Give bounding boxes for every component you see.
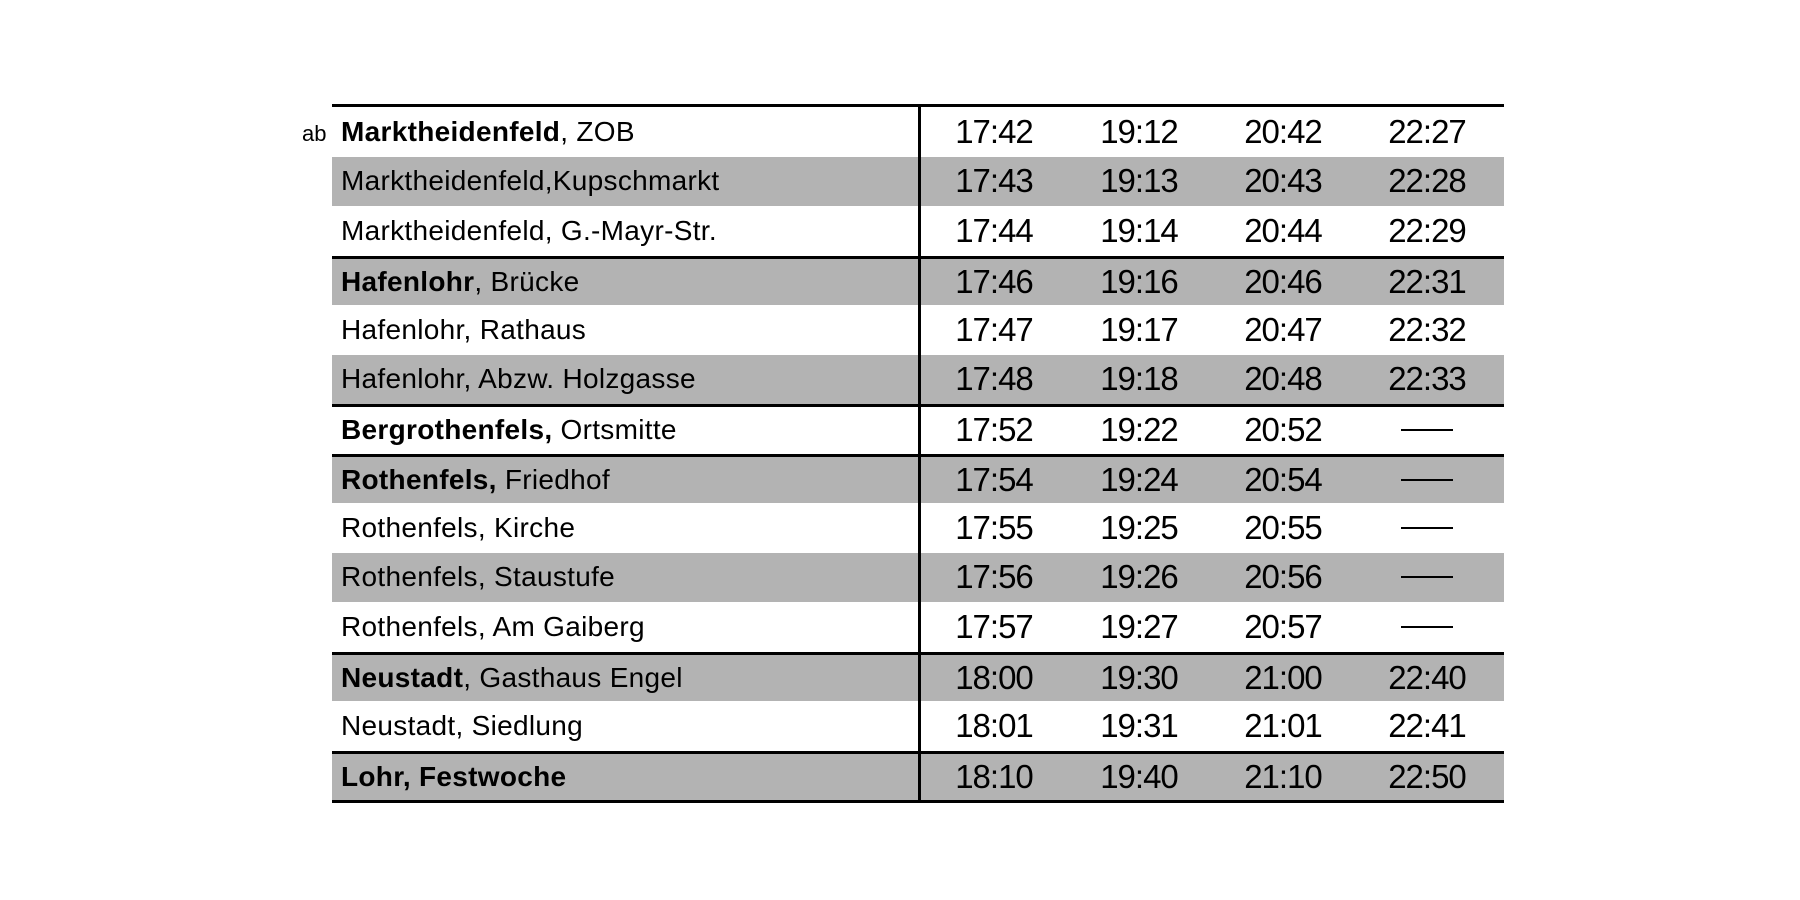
- stop-name: [332, 553, 921, 603]
- departure-time: 20:54: [1244, 460, 1322, 498]
- stop-name: [332, 701, 921, 751]
- stop-name-rest: Rothenfels, Staustufe: [341, 561, 616, 593]
- timetable-row: [332, 751, 1504, 801]
- departure-times: [921, 701, 1504, 751]
- stop-name-rest: Marktheidenfeld,Kupschmarkt: [341, 165, 720, 197]
- timetable-row: [332, 503, 1504, 553]
- departure-time: 19:24: [1100, 460, 1178, 498]
- departure-times: [921, 206, 1504, 256]
- stop-name-rest: , Gasthaus Engel: [463, 661, 683, 693]
- departure-time: 19:40: [1100, 757, 1178, 795]
- departure-time: 20:47: [1244, 310, 1322, 348]
- stop-name-rest: Marktheidenfeld, G.-Mayr-Str.: [341, 214, 717, 246]
- departure-time: 22:27: [1388, 112, 1466, 150]
- departure-time: 17:42: [955, 112, 1033, 150]
- departure-time: 20:44: [1244, 211, 1322, 249]
- stop-name-rest: Ortsmitte: [552, 414, 677, 446]
- departure-time: 19:25: [1100, 508, 1178, 546]
- departure-times: [921, 259, 1504, 306]
- stop-name-rest: Hafenlohr, Abzw. Holzgasse: [341, 363, 696, 395]
- timetable-row: [332, 652, 1504, 702]
- departure-time: 17:52: [955, 411, 1033, 449]
- departure-time: 17:54: [955, 460, 1033, 498]
- departure-time: 17:46: [955, 262, 1033, 300]
- timetable-row: [332, 107, 1504, 157]
- departure-time: 19:17: [1100, 310, 1178, 348]
- stop-name-rest: Neustadt, Siedlung: [341, 709, 584, 741]
- departure-time: 22:33: [1388, 360, 1466, 398]
- departure-times: [921, 602, 1504, 652]
- stop-name-bold: Lohr, Festwoche: [341, 760, 567, 792]
- departure-time: 17:56: [955, 558, 1033, 596]
- departure-time: 19:16: [1100, 262, 1178, 300]
- no-service-dash: [1401, 626, 1453, 628]
- departure-time: 20:42: [1244, 112, 1322, 150]
- departure-time: [1355, 407, 1499, 454]
- departure-time: 18:01: [955, 706, 1033, 744]
- timetable-row: [332, 256, 1504, 306]
- departure-time: 22:29: [1388, 211, 1466, 249]
- stop-name: [332, 602, 921, 652]
- departure-time: 21:10: [1244, 757, 1322, 795]
- stop-name: [332, 206, 921, 256]
- departure-times: [921, 157, 1504, 207]
- timetable-row: [332, 404, 1504, 454]
- departure-times: [921, 305, 1504, 355]
- stop-name: [332, 305, 921, 355]
- departure-time: 20:57: [1244, 607, 1322, 645]
- stop-name: [332, 157, 921, 207]
- stop-name: [332, 259, 921, 306]
- timetable: [332, 104, 1504, 803]
- departure-time: 20:52: [1244, 411, 1322, 449]
- departure-time: 18:10: [955, 757, 1033, 795]
- departure-times: [921, 355, 1504, 405]
- departure-time: 22:50: [1388, 757, 1466, 795]
- stop-name: [332, 355, 921, 405]
- departure-time: 19:18: [1100, 360, 1178, 398]
- stop-name-bold: Bergrothenfels,: [341, 414, 553, 446]
- departure-time: 17:57: [955, 607, 1033, 645]
- departure-time: 19:30: [1100, 658, 1178, 696]
- departure-time: 22:31: [1388, 262, 1466, 300]
- timetable-row: [332, 157, 1504, 207]
- timetable-row: [332, 206, 1504, 256]
- departure-time: 19:31: [1100, 706, 1178, 744]
- departure-time: 22:28: [1388, 162, 1466, 200]
- departure-times: [921, 407, 1504, 454]
- stop-name: [332, 107, 921, 157]
- departure-time: 19:22: [1100, 411, 1178, 449]
- no-service-dash: [1401, 479, 1453, 481]
- departure-time: 20:46: [1244, 262, 1322, 300]
- departure-marker: ab: [302, 121, 327, 146]
- timetable-row: [332, 305, 1504, 355]
- timetable-row: [332, 553, 1504, 603]
- stop-name-rest: Hafenlohr, Rathaus: [341, 313, 587, 345]
- stop-name-bold: Hafenlohr: [341, 265, 475, 297]
- stop-name: [332, 655, 921, 702]
- departure-time: 22:41: [1388, 706, 1466, 744]
- departure-time: 17:44: [955, 211, 1033, 249]
- departure-times: [921, 754, 1504, 801]
- departure-time: 20:43: [1244, 162, 1322, 200]
- no-service-dash: [1401, 429, 1453, 431]
- departure-time: 20:56: [1244, 558, 1322, 596]
- stop-name-rest: Friedhof: [496, 463, 610, 495]
- stop-name: [332, 503, 921, 553]
- departure-time: 21:01: [1244, 706, 1322, 744]
- stop-name-rest: Rothenfels, Kirche: [341, 511, 576, 543]
- departure-times: [921, 503, 1504, 553]
- timetable-row: [332, 602, 1504, 652]
- departure-time: 19:12: [1100, 112, 1178, 150]
- timetable-row: [332, 701, 1504, 751]
- departure-time: 17:47: [955, 310, 1033, 348]
- departure-time: [1355, 457, 1499, 504]
- departure-time: 18:00: [955, 658, 1033, 696]
- departure-times: [921, 553, 1504, 603]
- departure-time: 19:14: [1100, 211, 1178, 249]
- no-service-dash: [1401, 527, 1453, 529]
- departure-time: [1355, 503, 1499, 553]
- departure-times: [921, 457, 1504, 504]
- stop-name: [332, 407, 921, 454]
- departure-time: 20:48: [1244, 360, 1322, 398]
- stop-name: [332, 754, 921, 801]
- stop-name-rest: Rothenfels, Am Gaiberg: [341, 610, 645, 642]
- departure-time: [1355, 602, 1499, 652]
- stop-name-bold: Rothenfels,: [341, 463, 497, 495]
- departure-time: 21:00: [1244, 658, 1322, 696]
- departure-time: 20:55: [1244, 508, 1322, 546]
- stop-name-rest: , ZOB: [560, 115, 635, 147]
- no-service-dash: [1401, 576, 1453, 578]
- departure-times: [921, 655, 1504, 702]
- timetable-row: [332, 454, 1504, 504]
- departure-time: 22:40: [1388, 658, 1466, 696]
- stop-name: [332, 457, 921, 504]
- departure-time: 19:27: [1100, 607, 1178, 645]
- stop-name-rest: , Brücke: [474, 265, 580, 297]
- stop-name-bold: Marktheidenfeld: [341, 115, 561, 147]
- departure-time: 17:55: [955, 508, 1033, 546]
- departure-times: [921, 107, 1504, 157]
- departure-time: 19:13: [1100, 162, 1178, 200]
- departure-time: [1355, 553, 1499, 603]
- stop-name-bold: Neustadt: [341, 661, 464, 693]
- departure-time: 19:26: [1100, 558, 1178, 596]
- departure-time: 17:48: [955, 360, 1033, 398]
- departure-time: 22:32: [1388, 310, 1466, 348]
- departure-time: 17:43: [955, 162, 1033, 200]
- timetable-row: [332, 355, 1504, 405]
